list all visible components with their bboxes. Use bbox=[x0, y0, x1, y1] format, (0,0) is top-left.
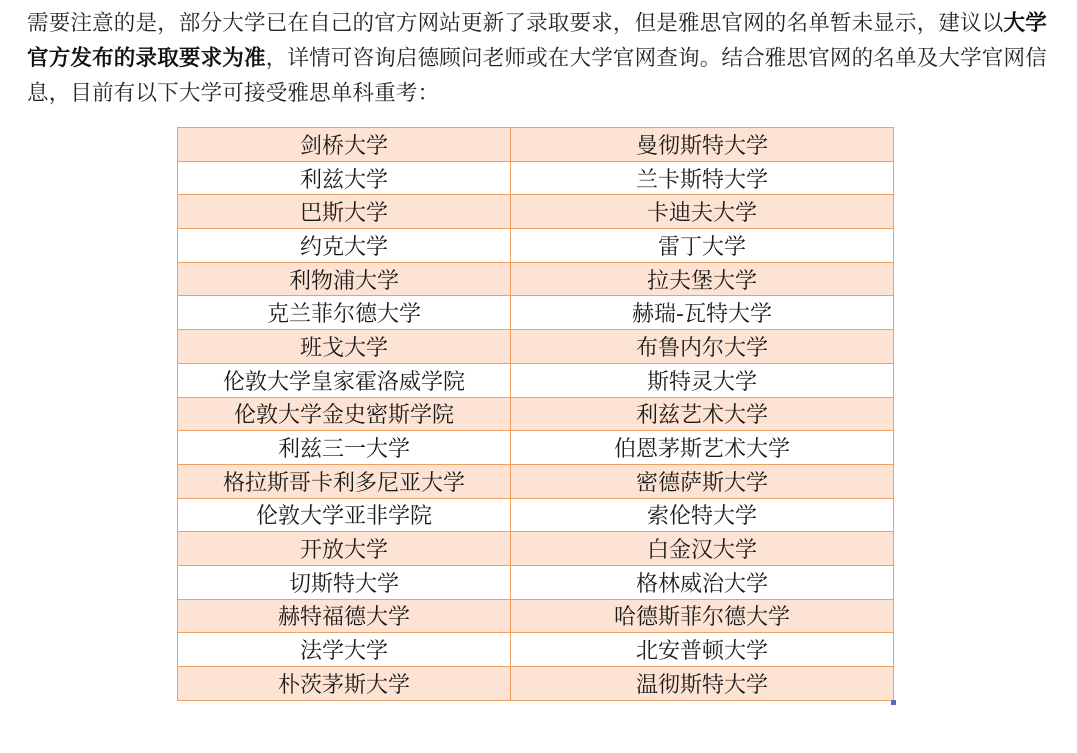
university-cell-right: 斯特灵大学 bbox=[511, 363, 894, 397]
university-cell-left: 利物浦大学 bbox=[178, 262, 511, 296]
table-row bbox=[178, 161, 894, 195]
table-row bbox=[178, 363, 894, 397]
table-row bbox=[178, 195, 894, 229]
university-cell-left: 切斯特大学 bbox=[178, 565, 511, 599]
table-row bbox=[178, 330, 894, 364]
university-cell-right: 卡迪夫大学 bbox=[511, 195, 894, 229]
university-cell-right: 布鲁内尔大学 bbox=[511, 330, 894, 364]
university-cell-left: 伦敦大学皇家霍洛威学院 bbox=[178, 363, 511, 397]
table-row bbox=[178, 599, 894, 633]
university-cell-right: 格林威治大学 bbox=[511, 565, 894, 599]
university-cell-right: 温彻斯特大学 bbox=[511, 667, 894, 701]
table-row bbox=[178, 229, 894, 263]
intro-text-part2: ，详情可咨询启德顾问老师或在大学官网查询。结合雅思官网的名单及大学官网信息，目前有以下大学可接受雅思单科重考： bbox=[27, 46, 1047, 106]
university-cell-right: 白金汉大学 bbox=[511, 532, 894, 566]
university-table-body bbox=[178, 128, 894, 701]
university-cell-right: 兰卡斯特大学 bbox=[511, 161, 894, 195]
university-cell-left: 法学大学 bbox=[178, 633, 511, 667]
university-cell-left: 朴茨茅斯大学 bbox=[178, 667, 511, 701]
university-cell-right: 雷丁大学 bbox=[511, 229, 894, 263]
university-cell-left: 剑桥大学 bbox=[178, 128, 511, 162]
university-cell-right: 密德萨斯大学 bbox=[511, 464, 894, 498]
table-row bbox=[178, 667, 894, 701]
university-cell-right: 哈德斯菲尔德大学 bbox=[511, 599, 894, 633]
university-cell-left: 巴斯大学 bbox=[178, 195, 511, 229]
table-row bbox=[178, 397, 894, 431]
university-cell-left: 格拉斯哥卡利多尼亚大学 bbox=[178, 464, 511, 498]
table-row bbox=[178, 128, 894, 162]
table-row bbox=[178, 262, 894, 296]
university-cell-left: 利兹大学 bbox=[178, 161, 511, 195]
intro-paragraph bbox=[27, 6, 1057, 111]
university-cell-left: 伦敦大学金史密斯学院 bbox=[178, 397, 511, 431]
university-cell-left: 赫特福德大学 bbox=[178, 599, 511, 633]
university-cell-left: 伦敦大学亚非学院 bbox=[178, 498, 511, 532]
table-row bbox=[178, 498, 894, 532]
intro-text-bold: 大学官方发布的录取要求为准 bbox=[27, 11, 1047, 71]
university-cell-right: 拉夫堡大学 bbox=[511, 262, 894, 296]
university-cell-right: 伯恩茅斯艺术大学 bbox=[511, 431, 894, 465]
university-cell-left: 利兹三一大学 bbox=[178, 431, 511, 465]
table-row bbox=[178, 296, 894, 330]
table-row bbox=[178, 633, 894, 667]
university-cell-right: 索伦特大学 bbox=[511, 498, 894, 532]
university-cell-right: 曼彻斯特大学 bbox=[511, 128, 894, 162]
university-cell-left: 开放大学 bbox=[178, 532, 511, 566]
table-row bbox=[178, 431, 894, 465]
university-cell-right: 利兹艺术大学 bbox=[511, 397, 894, 431]
table-row bbox=[178, 532, 894, 566]
university-cell-left: 约克大学 bbox=[178, 229, 511, 263]
university-table bbox=[177, 127, 894, 701]
university-cell-right: 赫瑞-瓦特大学 bbox=[511, 296, 894, 330]
university-table-container bbox=[177, 127, 893, 701]
table-row bbox=[178, 565, 894, 599]
table-row bbox=[178, 464, 894, 498]
university-cell-left: 克兰菲尔德大学 bbox=[178, 296, 511, 330]
table-resize-handle[interactable] bbox=[891, 700, 896, 705]
university-cell-left: 班戈大学 bbox=[178, 330, 511, 364]
intro-text-part1: 需要注意的是，部分大学已在自己的官方网站更新了录取要求，但是雅思官网的名单暂未显示，建议以 bbox=[27, 11, 1004, 36]
university-cell-right: 北安普顿大学 bbox=[511, 633, 894, 667]
